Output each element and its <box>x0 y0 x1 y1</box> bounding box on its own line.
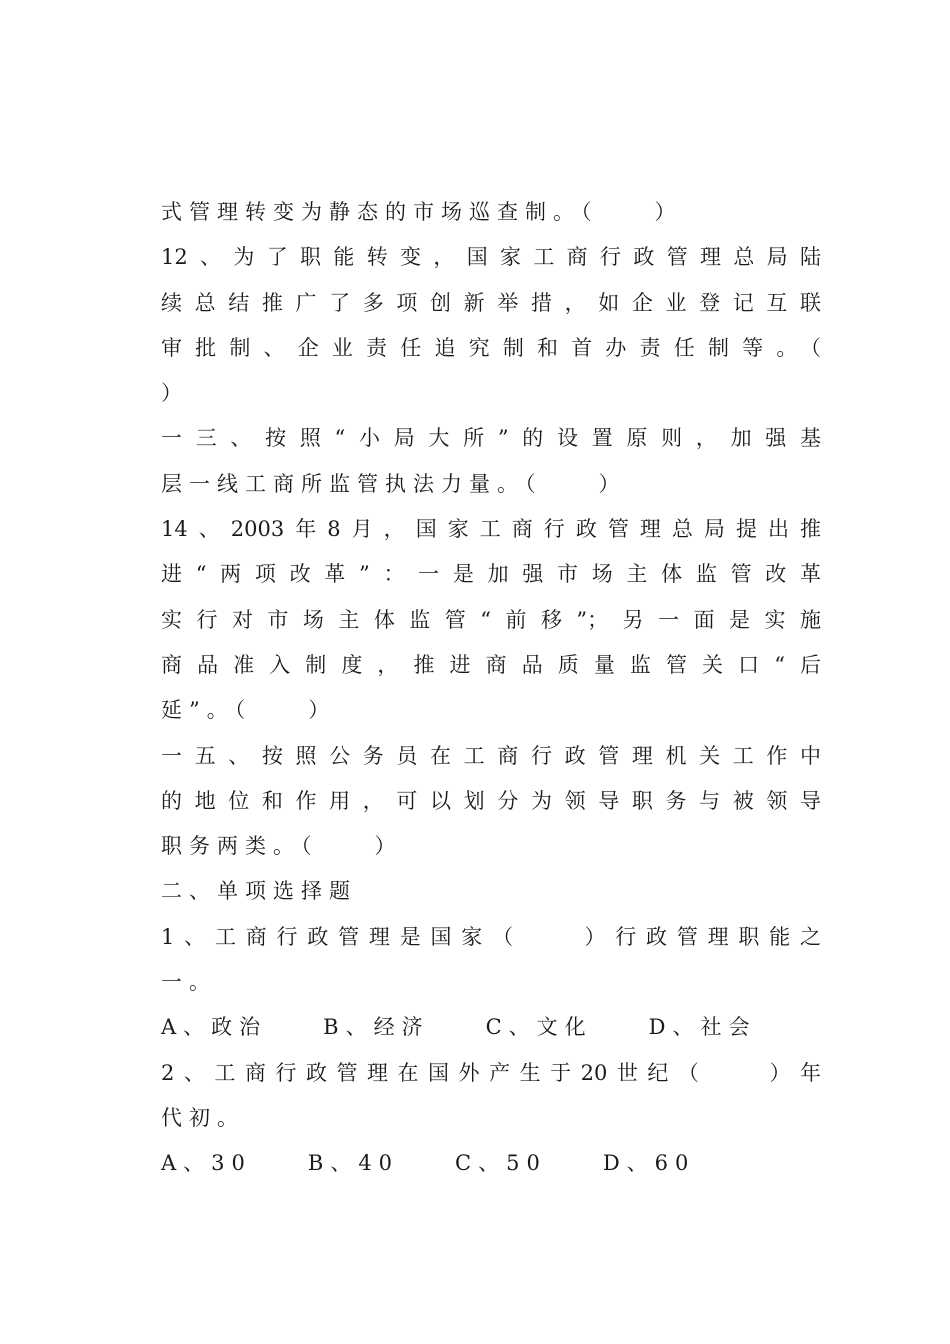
text-line-8: 14、2003年8月，国家工商行政管理总局提出推 <box>161 517 821 542</box>
question-1-end: 一。 <box>161 970 217 995</box>
text-line-12: 延”。（ ） <box>161 698 337 723</box>
text-line-1: 式管理转变为静态的市场巡查制。（ ） <box>161 200 683 224</box>
text-line-3: 续总结推广了多项创新举措，如企业登记互联 <box>161 290 821 315</box>
text-line-10: 实行对市场主体监管“前移”；另一面是实施 <box>161 607 821 632</box>
question-2: 2、工商行政管理在国外产生于20世纪（ ）年 <box>161 1060 821 1085</box>
question-1: 1、工商行政管理是国家（ ）行政管理职能之 <box>161 924 821 949</box>
text-line-5: ） <box>161 381 182 406</box>
text-line-9: 进“两项改革”：一是加强市场主体监管改革 <box>161 562 821 587</box>
text-line-15: 职务两类。（ ） <box>161 834 403 859</box>
text-line-4: 审批制、企业责任追究制和首办责任制等。（ <box>161 335 821 360</box>
section-heading: 二、单项选择题 <box>161 879 357 904</box>
question-2-end: 代初。 <box>161 1105 245 1130</box>
question-2-options: A、30 B、40 C、50 D、60 <box>161 1151 696 1176</box>
text-line-13: 一五、按照公务员在工商行政管理机关工作中 <box>161 743 821 768</box>
text-line-2: 12、为了职能转变，国家工商行政管理总局陆 <box>161 245 821 270</box>
question-1-options: A、政治 B、经济 C、文化 D、社会 <box>161 1015 757 1040</box>
document-body <box>161 190 821 1187</box>
text-line-14: 的地位和作用，可以划分为领导职务与被领导 <box>161 788 821 813</box>
text-line-6: 一三、按照“小局大所”的设置原则，加强基 <box>161 426 821 451</box>
text-line-7: 层一线工商所监管执法力量。（ ） <box>161 471 627 496</box>
text-line-11: 商品准入制度，推进商品质量监管关口“后 <box>161 652 821 677</box>
